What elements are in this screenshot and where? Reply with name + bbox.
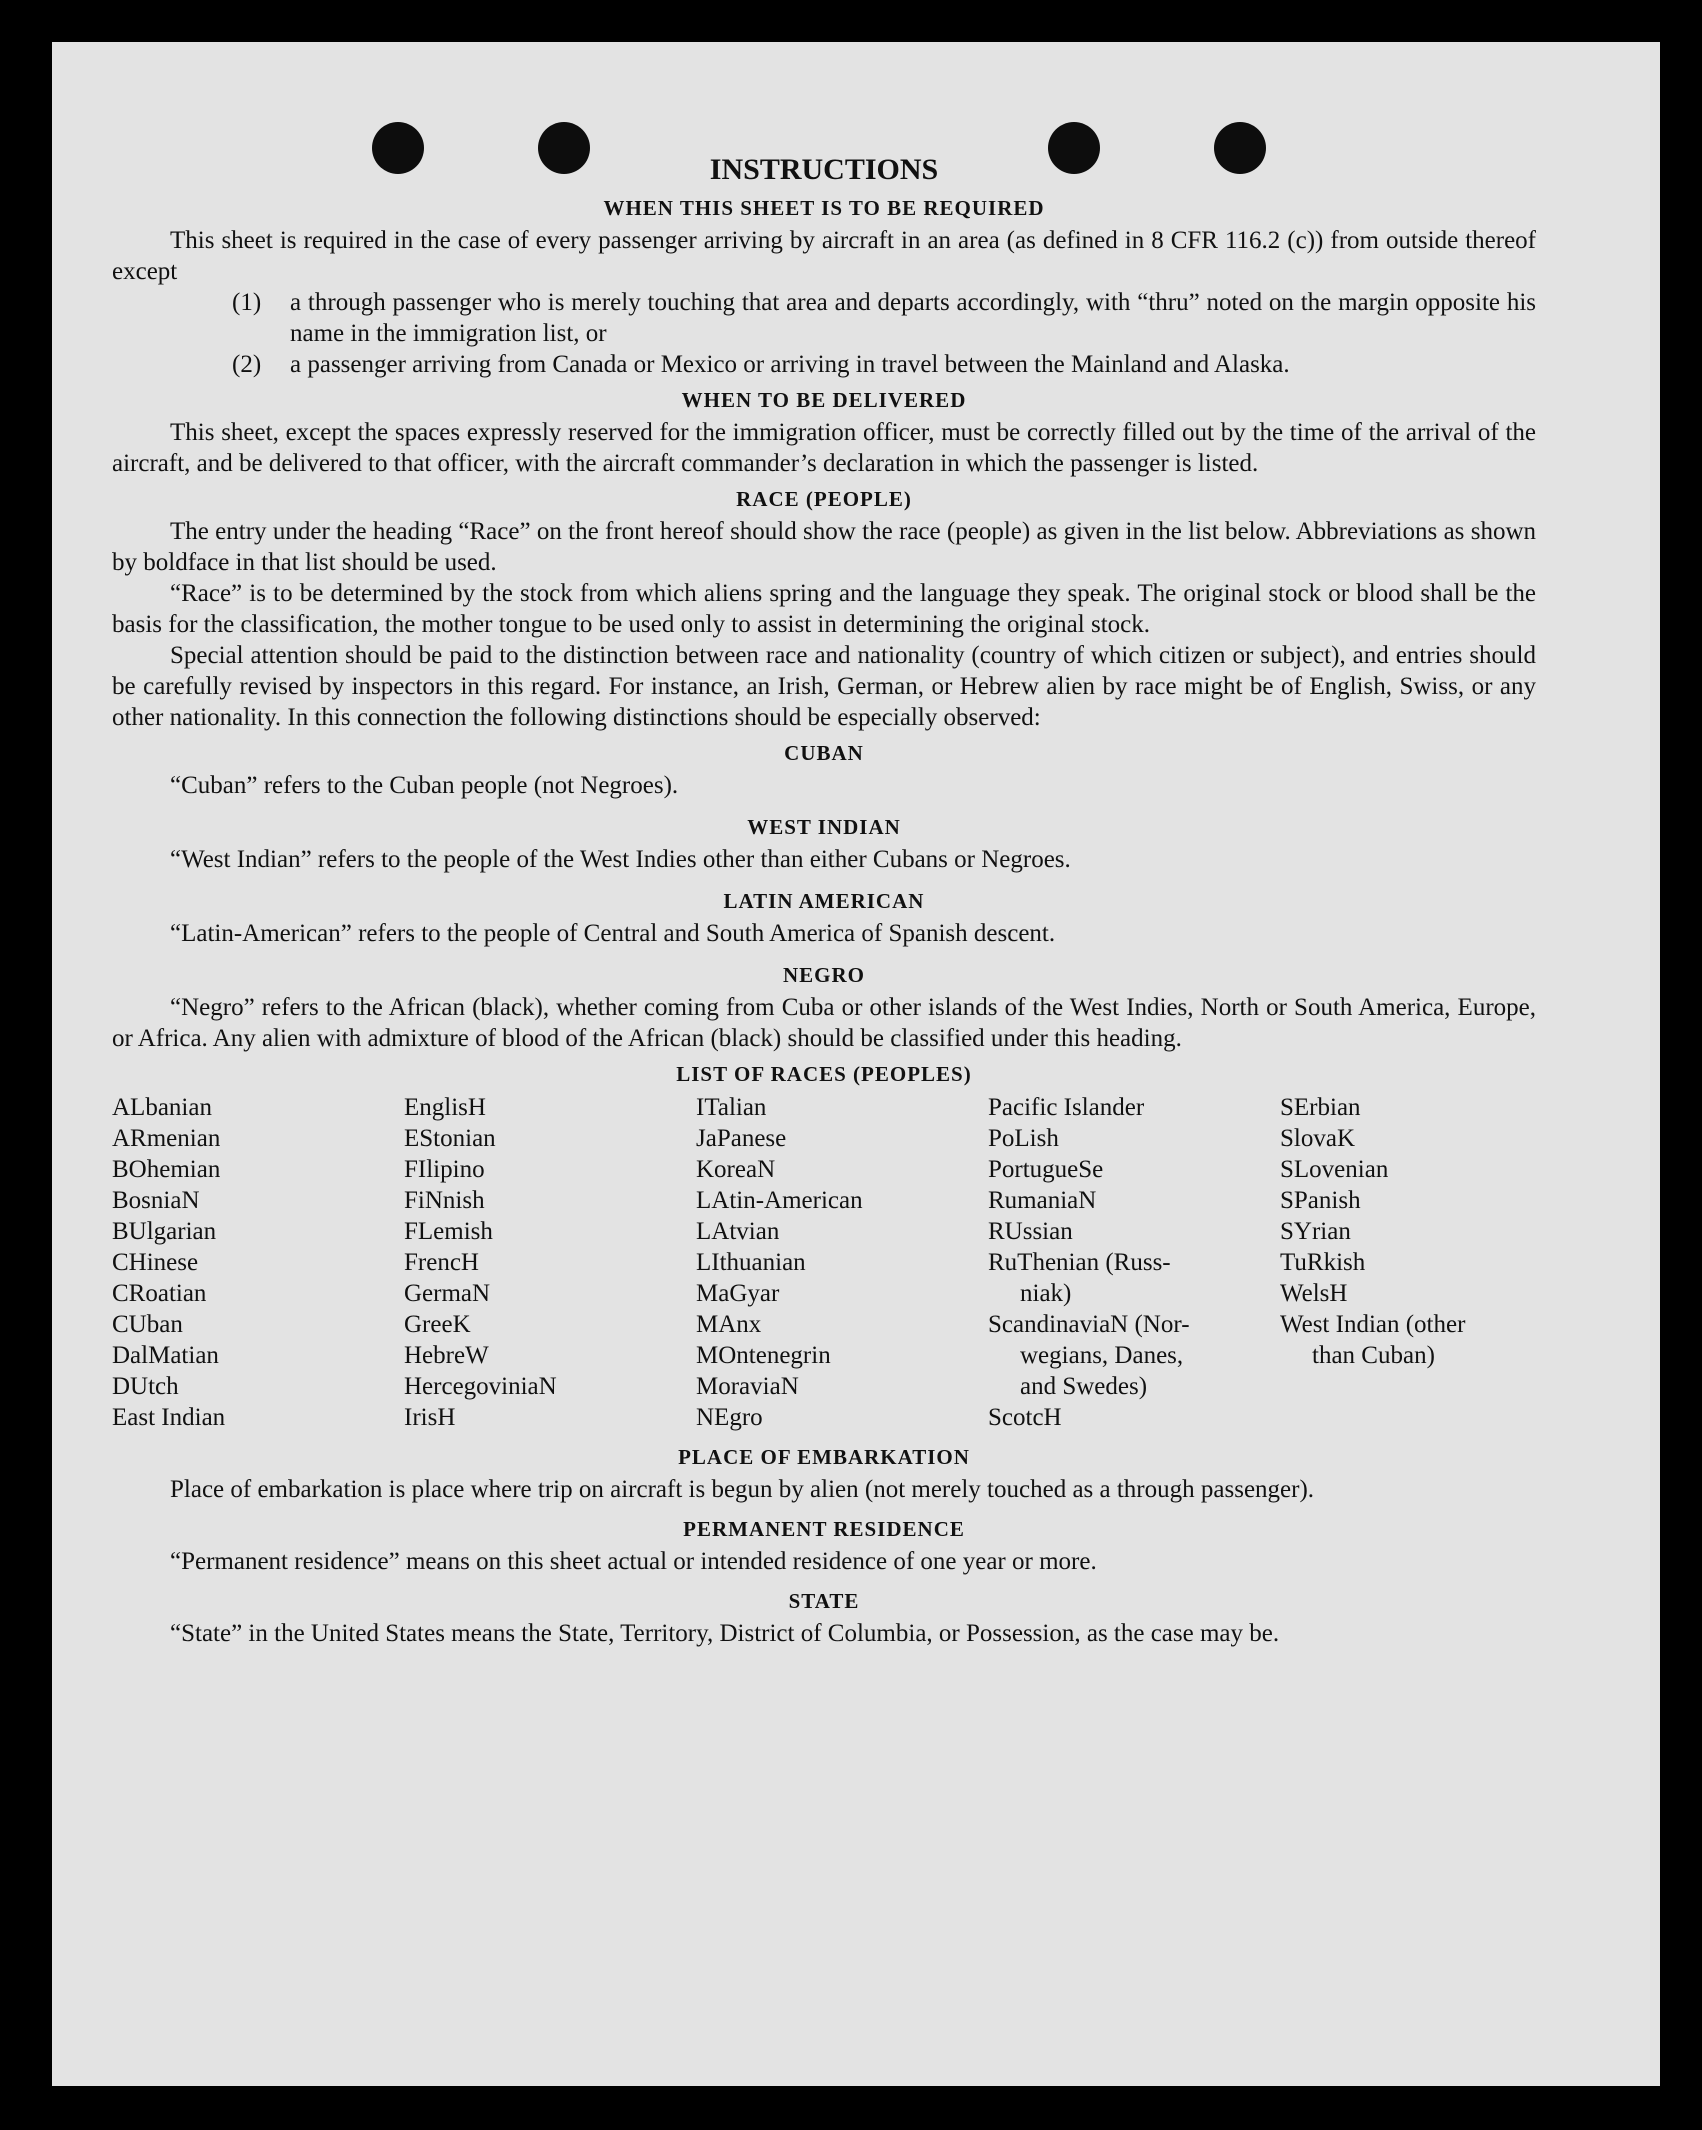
required-intro: This sheet is required in the case of every passenger arriving by aircraft in an area (as defined in 8 CFR 116.2 (c)) from outside thereof except (112, 227, 1536, 285)
race-entry: JaPanese (696, 1125, 787, 1152)
race-entry: ScandinaviaN (Nor- (988, 1311, 1190, 1338)
race-entry: CHinese (112, 1249, 199, 1276)
race-entry: ARmenian (112, 1125, 221, 1152)
race-paragraph-1: The entry under the heading “Race” on the front hereof should show the race (people) as given in the list below. Abbreviations as shown by boldface in that list should be used. (112, 518, 1536, 576)
heading-list-of-races: LIST OF RACES (PEOPLES) (676, 1062, 972, 1086)
race-entry: HebreW (404, 1342, 489, 1369)
race-entry: FLemish (404, 1218, 493, 1245)
instructions-content (112, 152, 1536, 1649)
race-entry: EnglisH (404, 1094, 486, 1121)
race-entry: GreeK (404, 1311, 471, 1338)
race-entry: SYrian (1280, 1218, 1351, 1245)
race-entry-continuation: wegians, Danes, (1020, 1342, 1184, 1369)
race-entry: SLovenian (1280, 1156, 1389, 1183)
race-entry: West Indian (other (1280, 1311, 1466, 1338)
race-entry: Pacific Islander (988, 1094, 1145, 1121)
race-entry: MOntenegrin (696, 1342, 831, 1369)
races-column (1280, 1092, 1536, 1433)
race-entry: NEgro (696, 1404, 763, 1431)
heading-when-delivered: WHEN TO BE DELIVERED (681, 388, 967, 412)
race-entry-continuation: niak) (1020, 1280, 1072, 1307)
heading-latin-american: LATIN AMERICAN (723, 889, 925, 913)
race-entry-continuation: and Swedes) (1020, 1373, 1148, 1400)
race-entry: PortugueSe (988, 1156, 1104, 1183)
race-entry: RUssian (988, 1218, 1073, 1245)
embarkation-text: Place of embarkation is place where trip on aircraft is begun by alien (not merely touched as a through passenger). (170, 1476, 1315, 1503)
race-entry: SErbian (1280, 1094, 1361, 1121)
exception-number: (1) (232, 289, 262, 316)
race-entry: SlovaK (1280, 1125, 1355, 1152)
heading-permanent-residence: PERMANENT RESIDENCE (683, 1517, 965, 1541)
race-entry: East Indian (112, 1404, 226, 1431)
race-entry: PoLish (988, 1125, 1059, 1152)
heading-cuban: CUBAN (784, 741, 864, 765)
race-entry: MAnx (696, 1311, 762, 1338)
race-entry: LIthuanian (696, 1249, 806, 1276)
race-entry: ScotcH (988, 1404, 1062, 1431)
race-entry: TuRkish (1280, 1249, 1366, 1276)
latin-american-text: “Latin-American” refers to the people of Central and South America of Spanish descent. (170, 920, 1056, 947)
race-entry: RuThenian (Russ- (988, 1249, 1171, 1276)
race-entry: ALbanian (112, 1094, 212, 1121)
heading-when-required: WHEN THIS SHEET IS TO BE REQUIRED (603, 196, 1045, 220)
residence-text: “Permanent residence” means on this sheet actual or intended residence of one year or more. (170, 1548, 1097, 1575)
race-entry: FiNnish (404, 1187, 485, 1214)
races-column (404, 1092, 696, 1433)
heading-place-of-embarkation: PLACE OF EMBARKATION (678, 1445, 970, 1469)
exception-number: (2) (232, 351, 262, 378)
heading-west-indian: WEST INDIAN (747, 815, 901, 839)
race-entry: FIlipino (404, 1156, 485, 1183)
races-column (988, 1092, 1280, 1433)
race-entry-continuation: than Cuban) (1312, 1342, 1435, 1369)
race-entry: DUtch (112, 1373, 179, 1400)
race-entry: ITalian (696, 1094, 767, 1121)
race-entry: CUban (112, 1311, 183, 1338)
race-entry: IrisH (404, 1404, 456, 1431)
exception-item (232, 349, 1536, 380)
race-entry: KoreaN (696, 1156, 776, 1183)
race-entry: FrencH (404, 1249, 479, 1276)
race-entry: SPanish (1280, 1187, 1361, 1214)
races-list (112, 1092, 1536, 1433)
race-entry: BOhemian (112, 1156, 221, 1183)
exception-text: a through passenger who is merely touching that area and departs accordingly, with “thru” noted on the margin opposite his name in the immigration list, or (290, 289, 1536, 347)
races-column (696, 1092, 988, 1433)
west-indian-text: “West Indian” refers to the people of the West Indies other than either Cubans or Negroes. (170, 846, 1071, 873)
race-entry: RumaniaN (988, 1187, 1097, 1214)
races-column (112, 1092, 404, 1433)
page-title: INSTRUCTIONS (709, 153, 939, 186)
heading-state: STATE (788, 1589, 860, 1613)
race-entry: EStonian (404, 1125, 496, 1152)
race-entry: GermaN (404, 1280, 491, 1307)
race-entry: DalMatian (112, 1342, 219, 1369)
race-paragraph-2: “Race” is to be determined by the stock from which aliens spring and the language they speak. The original stock or blood shall be the basis for the classification, the mother tongue to be used only to assist in determining the original stock. (112, 580, 1536, 638)
race-entry: LAtin-American (696, 1187, 863, 1214)
race-entry: WelsH (1280, 1280, 1348, 1307)
negro-text: “Negro” refers to the African (black), whether coming from Cuba or other islands of the West Indies, North or South America, Europe, or Africa. Any alien with admixture of blood of the African (black) should be classified under this heading. (112, 994, 1536, 1052)
race-entry: BosniaN (112, 1187, 200, 1214)
exception-text: a passenger arriving from Canada or Mexico or arriving in travel between the Mainland and Alaska. (290, 351, 1290, 378)
race-entry: MaGyar (696, 1280, 780, 1307)
heading-negro: NEGRO (782, 963, 865, 987)
race-entry: CRoatian (112, 1280, 207, 1307)
delivered-text: This sheet, except the spaces expressly reserved for the immigration officer, must be correctly filled out by the time of the arrival of the aircraft, and be delivered to that officer, with the aircraft commander’s declaration in which the passenger is listed. (112, 419, 1536, 477)
race-entry: MoraviaN (696, 1373, 799, 1400)
race-entry: BUlgarian (112, 1218, 217, 1245)
cuban-text: “Cuban” refers to the Cuban people (not Negroes). (170, 772, 679, 799)
race-paragraph-3: Special attention should be paid to the distinction between race and nationality (country of which citizen or subject), and entries should be carefully revised by inspectors in this regard. For instance, an Irish, German, or Hebrew alien by race might be of English, Swiss, or any other nationality. In this connection the following distinctions should be especially observed: (112, 642, 1536, 731)
exception-item (232, 287, 1536, 349)
state-text: “State” in the United States means the State, Territory, District of Columbia, or Possession, as the case may be. (170, 1620, 1280, 1647)
race-entry: LAtvian (696, 1218, 780, 1245)
heading-race: RACE (PEOPLE) (736, 487, 912, 511)
race-entry: HercegoviniaN (404, 1373, 557, 1400)
